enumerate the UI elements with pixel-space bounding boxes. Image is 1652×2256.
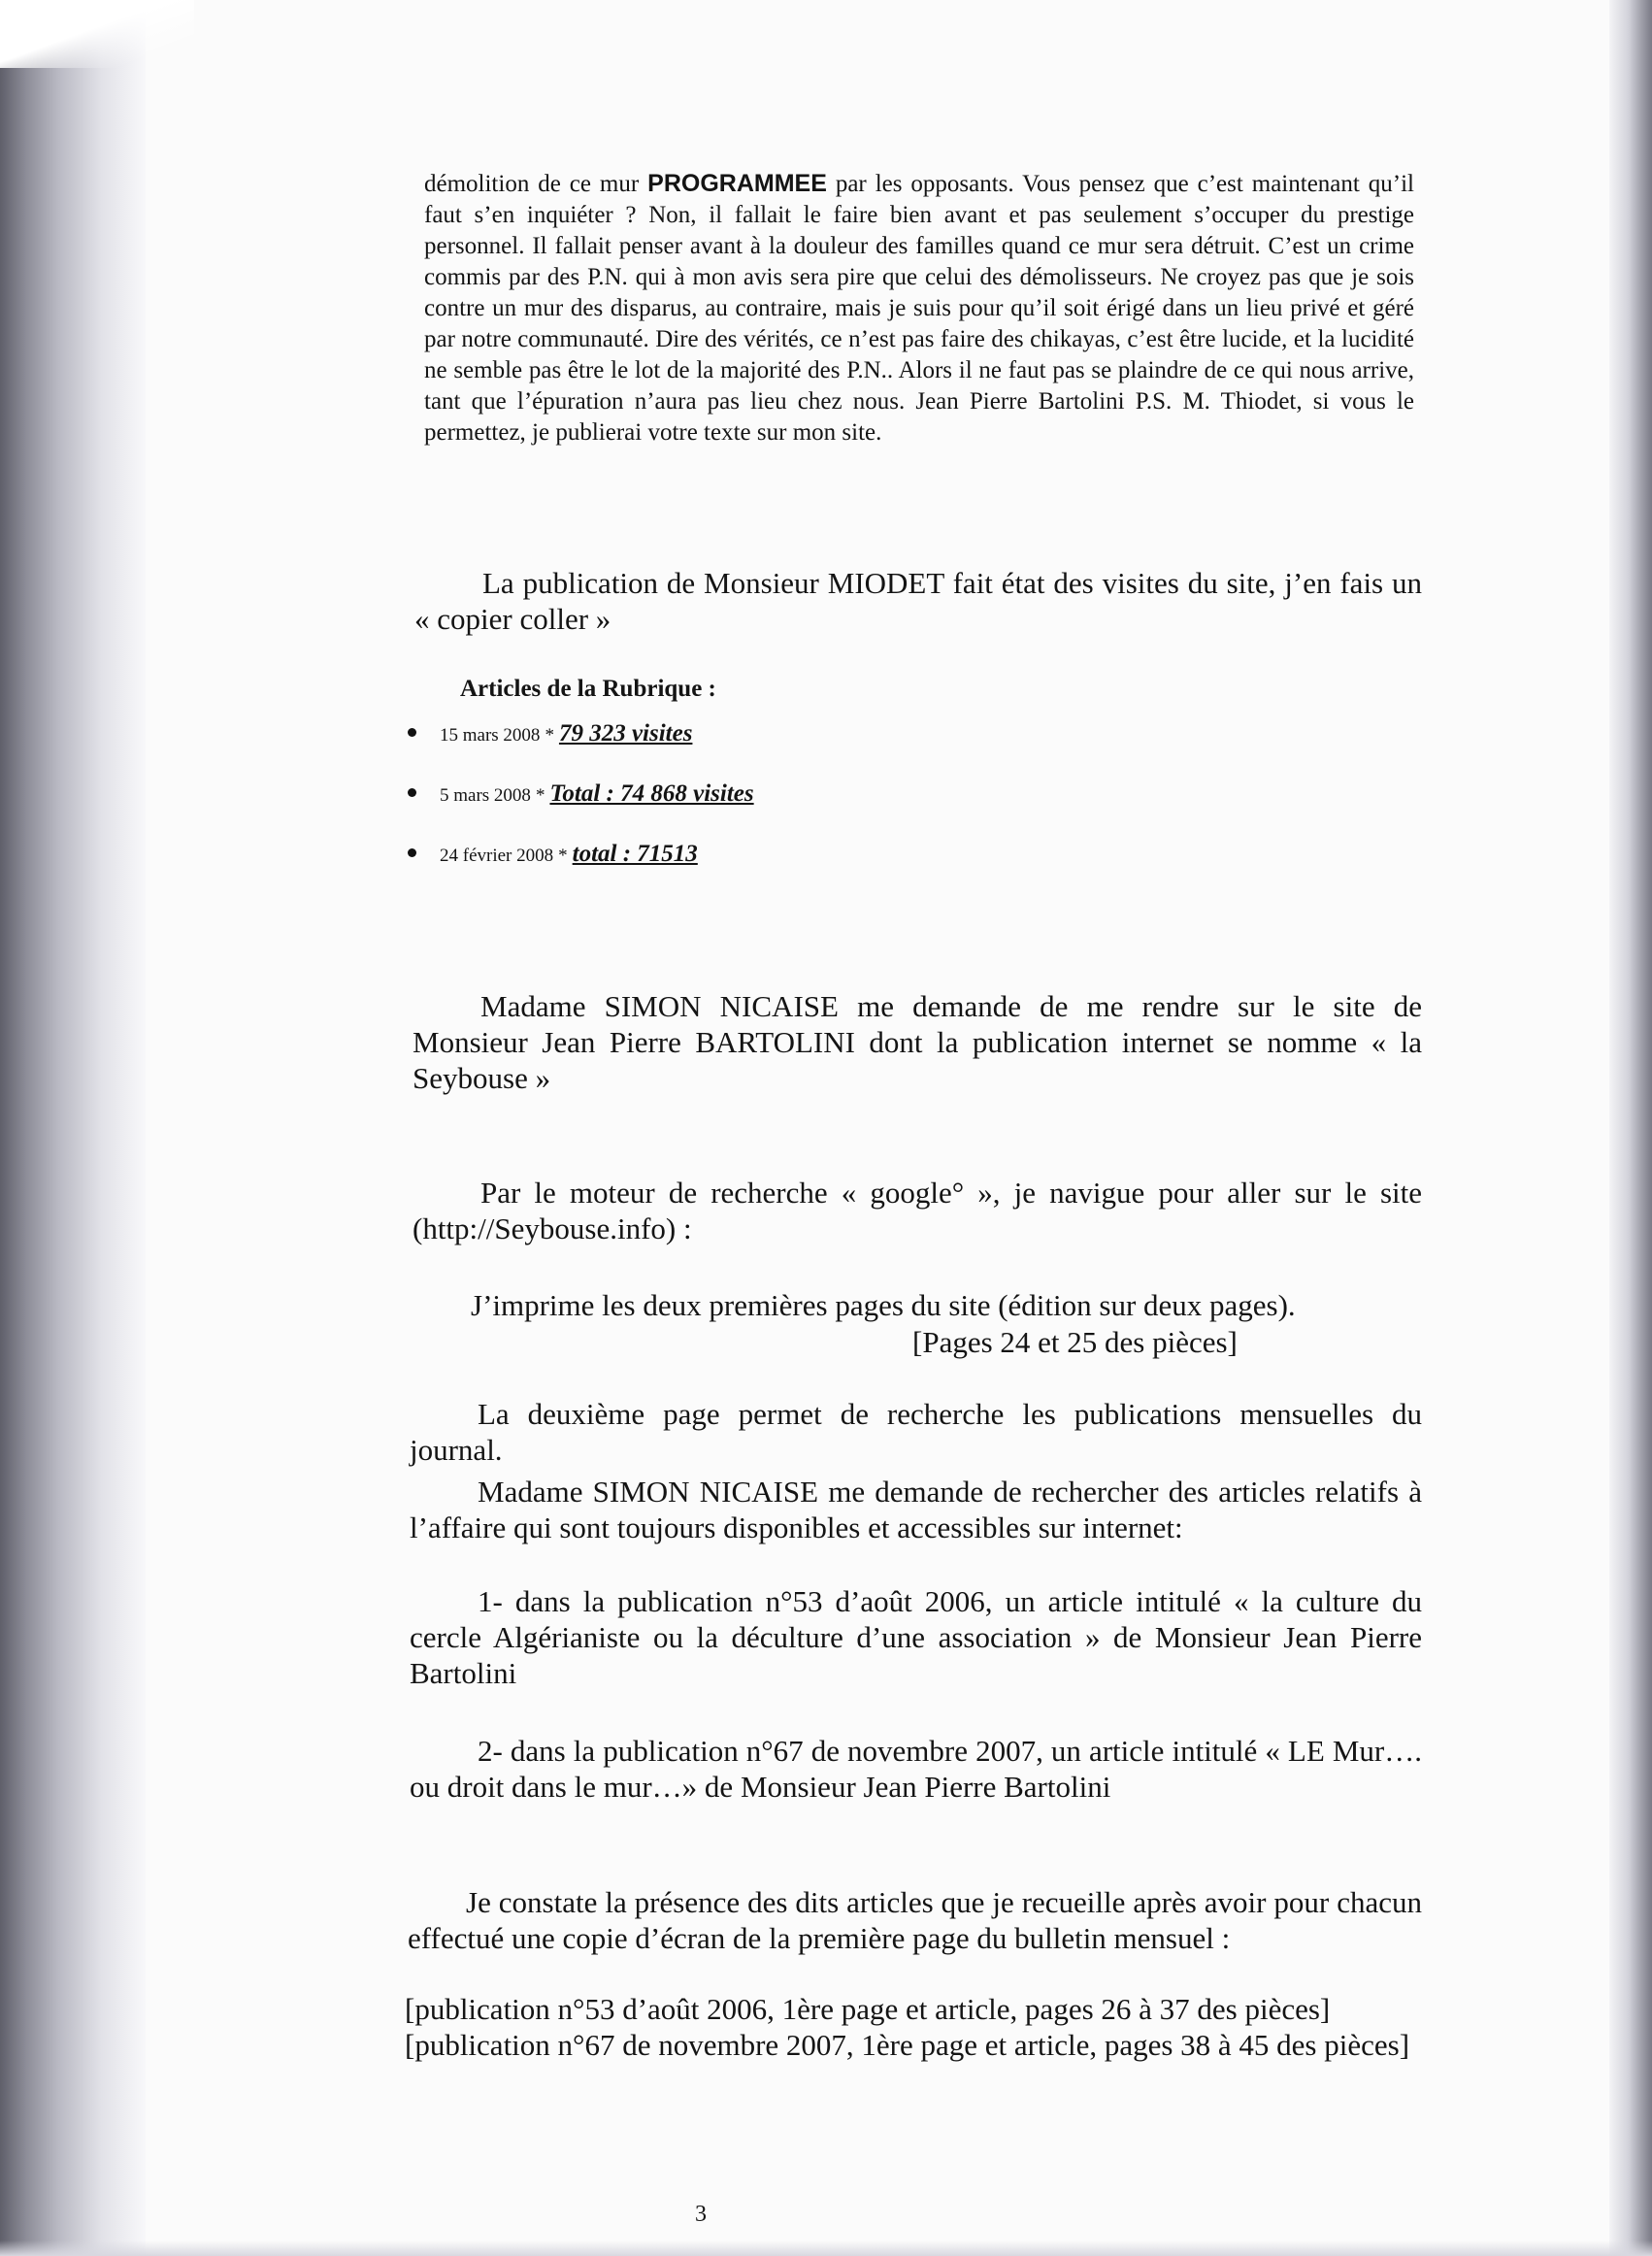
- deuxieme-page-paragraph: [410, 1396, 1422, 1468]
- google-text: Par le moteur de recherche « google° », je navigue pour aller sur le site (http://Seybouse.info) :: [413, 1176, 1422, 1245]
- pieces-reference-24-25: [Pages 24 et 25 des pièces]: [912, 1325, 1238, 1359]
- separator: *: [535, 785, 545, 806]
- article-item-2: [410, 1733, 1422, 1805]
- article-link[interactable]: 79 323 visites: [558, 720, 693, 746]
- quoted-paragraph: [424, 168, 1414, 448]
- google-paragraph: [413, 1175, 1422, 1246]
- publication-intro-paragraph: [414, 565, 1422, 637]
- rubrique-list: [408, 720, 1087, 901]
- bullet-icon: [408, 848, 416, 857]
- publication-references: [405, 1991, 1422, 2063]
- quoted-text-start: démolition de ce mur: [424, 171, 648, 197]
- rubrique-title: Articles de la Rubrique :: [460, 676, 716, 702]
- article-link[interactable]: total : 71513: [572, 841, 698, 867]
- simon-request-paragraph: [413, 988, 1422, 1096]
- list-item: [408, 720, 1087, 780]
- article-item-1: [410, 1583, 1422, 1691]
- quoted-text-block: [424, 168, 1414, 448]
- simon-search-text: Madame SIMON NICAISE me demande de rechercher des articles relatifs à l’affaire qui sont toujours disponibles et accessibles sur internet:: [410, 1475, 1422, 1544]
- list-item: [408, 841, 1087, 901]
- bullet-icon: [408, 788, 416, 797]
- imprime-text: J’imprime les deux premières pages du site (édition sur deux pages).: [471, 1288, 1296, 1322]
- simon-request-text: Madame SIMON NICAISE me demande de me rendre sur le site de Monsieur Jean Pierre BARTOLINI dont la publication internet se nomme « la Seybouse »: [413, 989, 1422, 1095]
- constate-text: Je constate la présence des dits articles que je recueille après avoir pour chacun effectué une copie d’écran de la première page du bulletin mensuel :: [408, 1885, 1422, 1955]
- article-item-2-text: 2- dans la publication n°67 de novembre 2007, un article intitulé « LE Mur…. ou droit dans le mur…» de Monsieur Jean Pierre Bartolini: [410, 1734, 1422, 1804]
- article-date: 5 mars 2008: [440, 785, 531, 806]
- reference-pub53: [publication n°53 d’août 2006, 1ère page et article, pages 26 à 37 des pièces]: [405, 1992, 1331, 2026]
- deuxieme-page-text: La deuxième page permet de recherche les publications mensuelles du journal.: [410, 1397, 1422, 1467]
- article-item-1-text: 1- dans la publication n°53 d’août 2006, un article intitulé « la culture du cercle Algérianiste ou la déculture d’une association » de Monsieur Jean Pierre Bartolini: [410, 1584, 1422, 1690]
- page-number: 3: [695, 2202, 707, 2227]
- simon-search-paragraph: [410, 1474, 1422, 1545]
- reference-pub67: [publication n°67 de novembre 2007, 1ère page et article, pages 38 à 45 des pièces]: [405, 2028, 1410, 2062]
- list-item: [408, 780, 1087, 841]
- bullet-icon: [408, 728, 416, 737]
- emphasis-programmee: PROGRAMMEE: [647, 170, 827, 197]
- article-link[interactable]: Total : 74 868 visites: [549, 780, 754, 807]
- article-date: 15 mars 2008: [440, 725, 541, 746]
- constate-paragraph: [408, 1884, 1422, 1956]
- imprime-paragraph: [471, 1287, 1441, 1323]
- publication-intro-text: La publication de Monsieur MIODET fait état des visites du site, j’en fais un « copier coller »: [414, 566, 1422, 636]
- quoted-text-rest: par les opposants. Vous pensez que c’est maintenant qu’il faut s’en inquiéter ? Non, il fallait le faire bien avant et pas seulement s’occuper du prestige personnel. Il fallait penser avant à la douleur des familles quand ce mur sera détruit. C’est un crime commis par des P.N. qui à mon avis sera pire que celui des démolisseurs. Ne croyez pas que je sois contre un mur des disparus, au contraire, mais je suis pour qu’il soit érigé dans un lieu privé et géré par notre communauté. Dire des vérités, ce n’est pas faire des chikayas, c’est être lucide, et la lucidité ne semble pas être le lot de la majorité des P.N.. Alors il ne faut pas se plaindre de ce qui nous arrive, tant que l’épuration n’aura pas lieu chez nous. Jean Pierre Bartolini P.S. M. Thiodet, si vous le permettez, je publierai votre texte sur mon site.: [424, 171, 1414, 446]
- separator: *: [558, 846, 568, 866]
- separator: *: [545, 725, 554, 746]
- article-date: 24 février 2008: [440, 846, 554, 866]
